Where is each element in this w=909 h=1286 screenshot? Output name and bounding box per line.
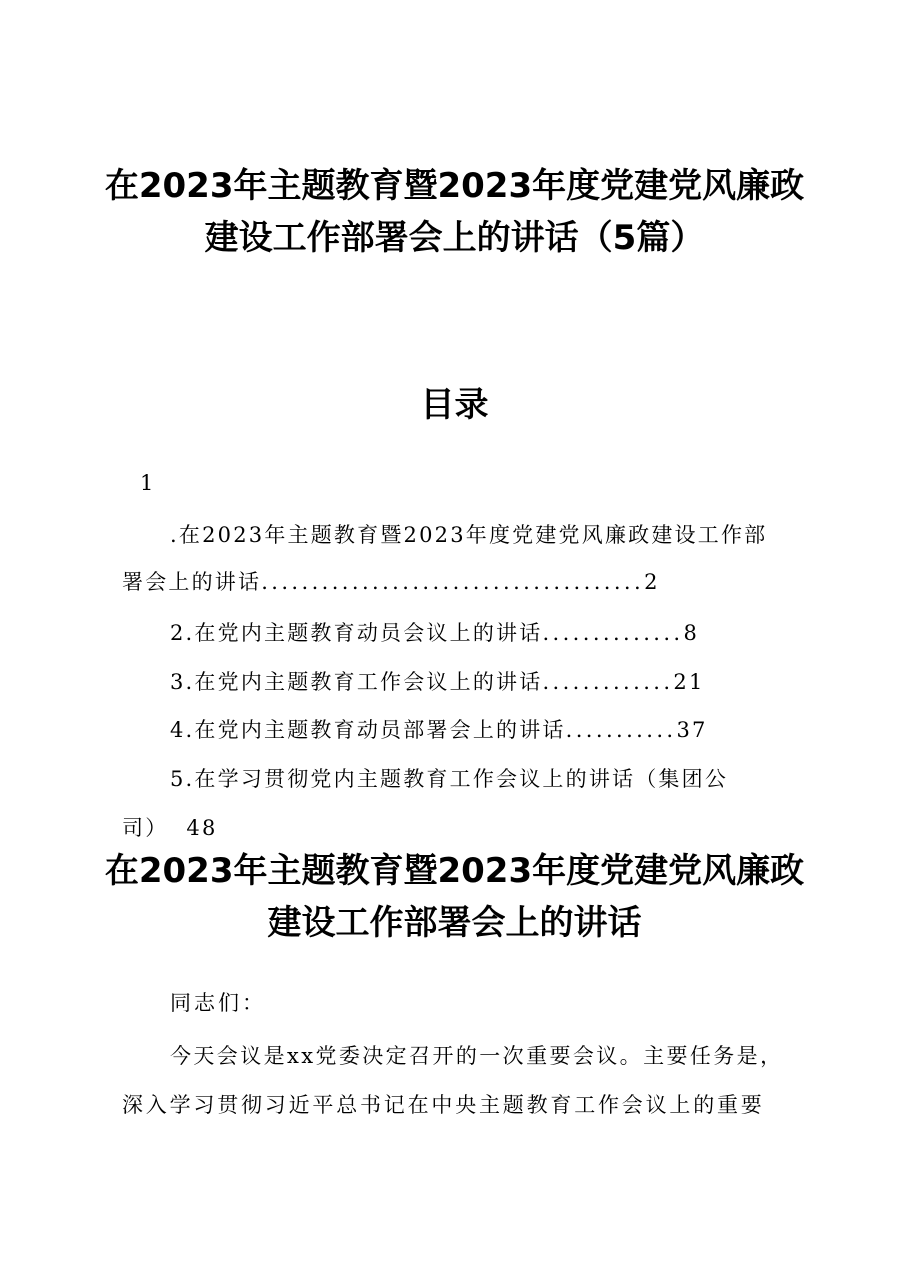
section-title-line-2: 建设工作部署会上的讲话	[267, 903, 642, 943]
toc-page-number: 2	[644, 570, 660, 594]
document-title	[0, 160, 909, 264]
section-title-line-1: 在2023年主题教育暨2023年度党建党风廉政	[104, 851, 805, 891]
toc-item-5-line-1[interactable]: 5.在学习贯彻党内主题教育工作会议上的讲话（集团公	[170, 767, 729, 791]
toc-item-1-line-2[interactable]	[122, 566, 660, 596]
toc-leader-dots: .............	[542, 670, 674, 694]
document-title-line-1: 在2023年主题教育暨2023年度党建党风廉政	[104, 166, 805, 206]
paragraph-line-1: 今天会议是xx党委决定召开的一次重要会议。主要任务是，	[170, 1044, 784, 1068]
toc-leader-dots: ...........	[565, 718, 677, 742]
toc-item-3-text: 3.在党内主题教育工作会议上的讲话	[170, 670, 543, 694]
toc-item-5-text: 司）	[122, 816, 169, 840]
salutation: 同志们：	[170, 991, 266, 1015]
toc-page-number: 37	[676, 718, 708, 742]
toc-item-5-line-2[interactable]	[122, 812, 218, 842]
toc-item-2[interactable]	[170, 617, 699, 647]
toc-item-3[interactable]	[170, 666, 705, 696]
toc-page-number: 21	[673, 670, 705, 694]
toc-leader-dots: ......................................	[261, 570, 645, 594]
toc-item-1-line-1[interactable]: .在2023年主题教育暨2023年度党建党风廉政建设工作部	[170, 523, 768, 547]
toc-page-number: 8	[683, 621, 700, 645]
toc-leader-dots: ..............	[542, 621, 684, 645]
toc-item-4-text: 4.在党内主题教育动员部署会上的讲话	[170, 718, 566, 742]
toc-page-number: 48	[186, 816, 218, 840]
toc-item-4[interactable]	[170, 714, 708, 744]
toc-item-1-text: 署会上的讲话	[122, 570, 262, 594]
document-title-line-2: 建设工作部署会上的讲话（5篇）	[204, 218, 705, 258]
toc-stray-number: 1	[140, 471, 156, 495]
toc-item-2-text: 2.在党内主题教育动员会议上的讲话	[170, 621, 543, 645]
toc-heading: 目录	[420, 385, 489, 425]
section-title	[0, 845, 909, 949]
paragraph-line-2: 深入学习贯彻习近平总书记在中央主题教育工作会议上的重要	[122, 1093, 765, 1117]
